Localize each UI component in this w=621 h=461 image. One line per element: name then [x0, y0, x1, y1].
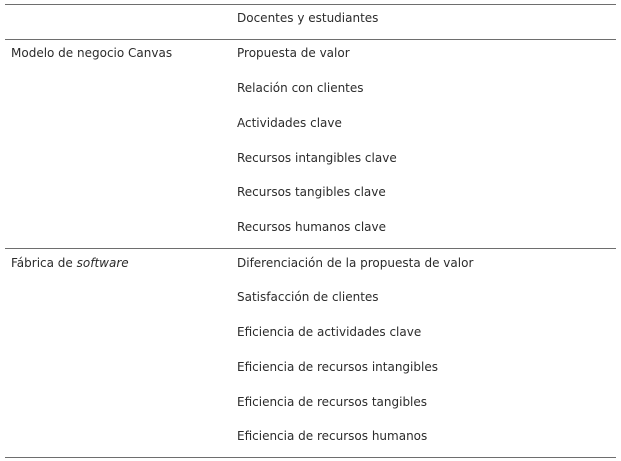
label-emphasis: software [76, 256, 129, 270]
software-factory-item: Satisfacción de clientes [237, 290, 379, 304]
section-label-canvas: Modelo de negocio Canvas [11, 46, 173, 60]
section-label-software-factory [11, 255, 129, 271]
software-factory-item: Eficiencia de actividades clave [237, 325, 422, 339]
canvas-item: Recursos humanos clave [237, 220, 387, 234]
software-factory-item: Eficiencia de recursos intangibles [237, 360, 438, 374]
intro-row-item: Docentes y estudiantes [237, 11, 379, 25]
software-factory-item: Diferenciación de la propuesta de valor [237, 256, 474, 270]
software-factory-item: Eficiencia de recursos humanos [237, 429, 428, 443]
top-rule [5, 4, 616, 5]
label-prefix: Fábrica de [11, 256, 77, 270]
canvas-item: Recursos intangibles clave [237, 151, 397, 165]
section-divider [5, 248, 616, 249]
canvas-item: Actividades clave [237, 116, 342, 130]
canvas-item: Propuesta de valor [237, 46, 350, 60]
canvas-item: Relación con clientes [237, 81, 364, 95]
software-factory-item: Eficiencia de recursos tangibles [237, 395, 428, 409]
bottom-rule [5, 457, 616, 458]
section-divider [5, 39, 616, 40]
canvas-item: Recursos tangibles clave [237, 185, 386, 199]
